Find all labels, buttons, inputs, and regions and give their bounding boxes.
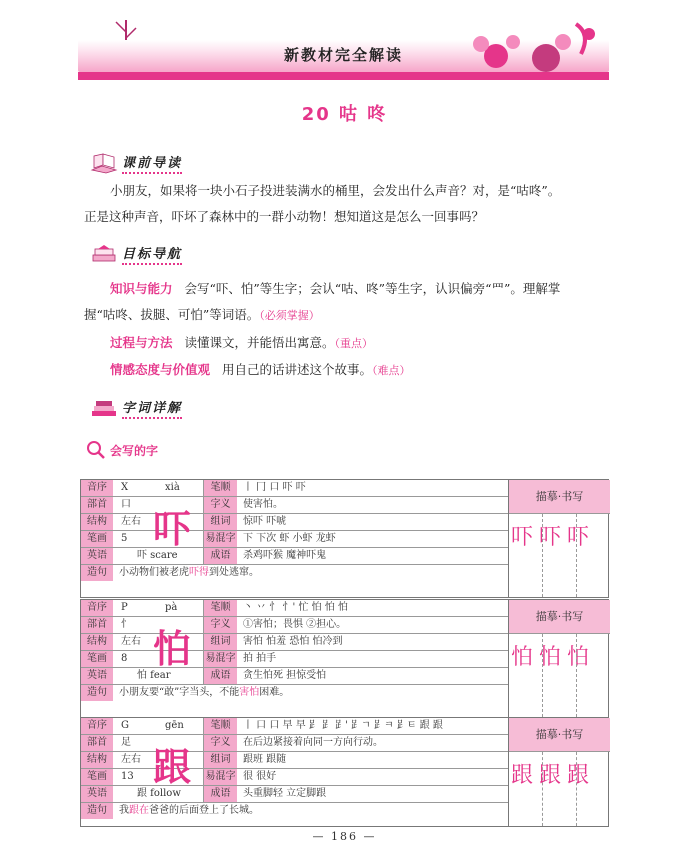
card-row [81,634,508,651]
field-value: 跟班 跟随 [243,754,287,765]
field-value: P [121,602,128,613]
field-value: 使害怕。 [243,499,283,510]
field-value: 丨 口 口 早 早 𧾷 𧾷 𧾷' 𧾷ㄱ 𧾷ㅋ 𧾷ㅌ 跟 跟 [243,720,443,731]
section-preview-heading [90,150,182,176]
field-label: 易混字 [203,531,237,547]
field-label: 笔顺 [203,718,237,734]
stacked-books-icon [90,397,118,419]
card-row [81,617,508,634]
goal-note: （难点） [372,364,411,377]
pinyin: xià [165,482,180,493]
field-value: 贪生怕死 担惊受怕 [243,670,327,681]
magnifier-icon [86,440,106,460]
field-label: 音序 [81,480,113,496]
field-label: 部首 [81,497,113,513]
english-value: 吓 scare [137,550,178,561]
card-row [81,668,508,685]
char-card [80,479,609,598]
field-label: 成语 [203,548,237,564]
trace-characters: 怕怕怕 [511,645,596,670]
field-label: 易混字 [203,651,237,667]
english-value: 跟 follow [137,788,181,799]
preview-line-1: 小朋友，如果将一块小石子投进装满水的桶里，会发出什么声音？对，是“咕咚”。 [110,183,561,198]
field-value: 5 [121,533,128,544]
pinyin: gēn [165,720,184,731]
card-row [81,651,508,668]
card-row [81,497,508,514]
field-value: 害怕 怕羞 恐怕 怕冷到 [243,636,343,647]
card-row [81,480,508,497]
char-card [80,599,609,718]
field-label: 造句 [81,685,113,701]
lesson-title: 20 咕 咚 [301,104,388,125]
field-value: 丨 冂 口 吓 吓 [243,482,306,493]
card-row [81,803,508,820]
field-label: 结构 [81,752,113,768]
goal-note: （必须掌握） [259,309,320,322]
field-label: 音序 [81,600,113,616]
field-label: 造句 [81,803,113,819]
large-character: 怕 [153,626,192,671]
goal-process: 过程与方法 读懂课文，并能悟出寓意。（重点） [110,335,374,350]
field-value: 口 [121,499,131,510]
field-label: 字义 [203,497,237,513]
field-label: 笔画 [81,769,113,785]
section-heading-text: 课前导读 [122,152,182,174]
field-value: 左右 [121,754,141,765]
field-label: 组词 [203,752,237,768]
page-number: — 186 — [312,830,377,843]
field-label: 字义 [203,735,237,751]
large-character: 吓 [153,506,192,551]
field-label: 笔顺 [203,600,237,616]
field-label: 成语 [203,786,237,802]
trace-characters: 吓吓吓 [511,525,596,550]
card-row [81,718,508,735]
card-row [81,685,508,702]
field-label: 笔画 [81,651,113,667]
field-value: 在后边紧接着向同一方向行动。 [243,737,383,748]
flower-illustration [451,14,601,80]
field-label: 英语 [81,668,113,684]
field-value: 拍 拍手 [243,653,277,664]
books-icon [90,243,118,265]
field-label: 笔顺 [203,480,237,496]
section-heading-text: 字词详解 [122,397,182,419]
field-label: 音序 [81,718,113,734]
card-row [81,565,508,582]
sentence-value: 我跟在爸爸的后面登上了长城。 [119,805,259,816]
field-value: 忄 [121,619,131,630]
card-row [81,735,508,752]
section-heading-text: 目标导航 [122,243,182,265]
field-label: 英语 [81,548,113,564]
card-row [81,531,508,548]
section-goals-heading [90,241,182,267]
field-value: ①害怕；畏惧 ②担心。 [243,619,347,630]
sentence-value: 小动物们被老虎吓得到处逃窜。 [119,567,259,578]
goal-label: 过程与方法 [110,335,173,350]
field-value: 很 很好 [243,771,277,782]
practice-heading: 描摹·书写 [509,600,610,634]
field-value: 左右 [121,516,141,527]
field-value: 惊吓 吓唬 [243,516,287,527]
sentence-value: 小朋友要“敢”字当头，不能害怕困难。 [119,687,290,698]
header-banner [78,10,609,80]
field-label: 英语 [81,786,113,802]
field-value: 丶 丷 忄 忄' 忙 怕 怕 怕 [243,602,348,613]
field-value: X [121,482,129,493]
field-label: 组词 [203,514,237,530]
english-value: 怕 fear [137,670,171,681]
trace-characters: 跟跟跟 [511,763,596,788]
field-label: 部首 [81,735,113,751]
preview-line-2: 正是这种声音，吓坏了森林中的一群小动物！想知道这是怎么一回事吗？ [84,209,485,224]
practice-heading: 描摹·书写 [509,480,610,514]
field-label: 易混字 [203,769,237,785]
field-label: 结构 [81,514,113,530]
card-row [81,514,508,531]
field-value: 足 [121,737,131,748]
field-value: 杀鸡吓猴 魔神吓鬼 [243,550,327,561]
field-value: 头重脚轻 立定脚跟 [243,788,327,799]
field-value: 下 下次 虾 小虾 龙虾 [243,533,336,544]
card-row [81,600,508,617]
field-label: 成语 [203,668,237,684]
field-value: 13 [121,771,134,782]
field-value: 8 [121,653,128,664]
goal-note: （重点） [334,337,374,350]
card-row [81,548,508,565]
field-label: 结构 [81,634,113,650]
pinyin: pà [165,602,178,613]
card-row [81,752,508,769]
section-words-heading [90,395,182,421]
field-value: G [121,720,129,731]
goal-emotion: 情感态度与价值观 用自己的话讲述这个故事。（难点） [110,362,411,377]
subsection-title: 会写的字 [110,443,159,458]
char-card [80,717,609,827]
preview-paragraph [84,178,612,230]
subsection-writing-chars [86,440,158,460]
goal-label: 情感态度与价值观 [110,362,211,377]
field-value: 左右 [121,636,141,647]
series-title: 新教材完全解读 [283,46,403,64]
large-character: 跟 [153,744,192,789]
card-row [81,786,508,803]
book-icon [90,152,118,174]
field-label: 字义 [203,617,237,633]
card-row [81,769,508,786]
field-label: 组词 [203,634,237,650]
field-label: 部首 [81,617,113,633]
field-label: 造句 [81,565,113,581]
goal-label: 知识与能力 [110,281,173,296]
practice-heading: 描摹·书写 [509,718,610,752]
field-label: 笔画 [81,531,113,547]
goal-knowledge: 知识与能力 会写“吓、怕”等生字；会认“咕、咚”等生字，认识偏旁“罒”。理解掌 握“咕咚、拔腿、可怕”等词语。（必须掌握） [84,281,561,322]
